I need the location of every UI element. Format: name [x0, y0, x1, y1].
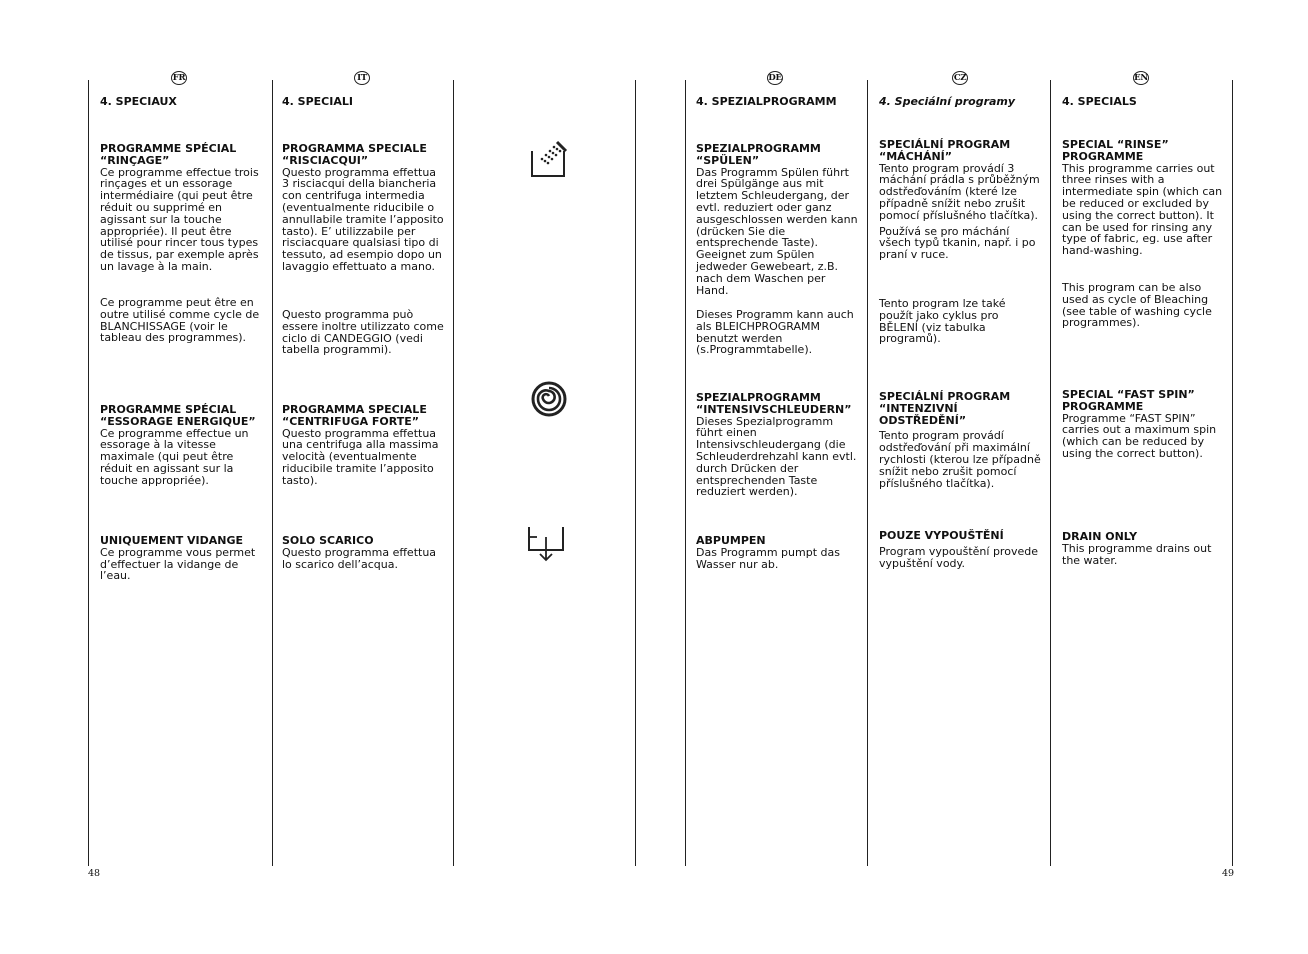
page-number-right: 49 [1222, 868, 1235, 879]
spin-title: SPECIÁLNÍ PROGRAM “INTENZIVNÍ ODSTŘEDĚNÍ” [879, 390, 1011, 427]
column-divider [867, 80, 868, 866]
drain-title: SOLO SCARICO [282, 534, 374, 547]
column-divider [1050, 80, 1051, 866]
drain-body: This programme drains out the water. [1062, 541, 1212, 567]
rinse-shower-icon [529, 139, 569, 179]
rinse-body: Ce programme effectue trois rinçages et un essorage intermédiaire (qui peut être réduit ou supprimé en agissant sur la touche appropriée). Il peut être utilisé pour rincer tous types de tissus, par exemple après un lavage à la main. [100, 165, 259, 273]
rinse-title: PROGRAMMA SPECIALE “RISCIACQUI” [282, 142, 427, 167]
rinse-title: SPEZIALPROGRAMM “SPÜLEN” [696, 142, 821, 167]
drain-title: POUZE VYPOUŠTĚNÍ [879, 529, 1004, 542]
spin-section [1062, 389, 1224, 460]
drain-section [1062, 531, 1224, 566]
drain-title: DRAIN ONLY [1062, 530, 1138, 543]
spin-body: Dieses Spezialprogramm führt einen Intensivschleudergang (die Schleuderdrehzahl kann evtl. durch Drücken der entsprechenden Taste reduziert werden). [696, 414, 857, 499]
section-header: 4. Speciální programy [879, 95, 1016, 108]
drain-body: Ce programme vous permet d’effectuer la vidange de l’eau. [100, 545, 256, 583]
section-header: 4. SPEZIALPROGRAMM [696, 95, 837, 108]
spin-spiral-icon [530, 380, 568, 418]
rinse-section [1062, 139, 1224, 257]
column-divider [635, 80, 636, 866]
column-divider [1232, 80, 1233, 866]
rinse-extra [100, 297, 262, 344]
rinse-section [100, 143, 262, 273]
spin-body: Questo programma effettua una centrifuga alla massima velocità (eventualmente riducibile tramite l’apposito tasto). [282, 426, 439, 487]
column-divider [88, 80, 89, 866]
spin-body: Tento program provádí odstřeďování při maximální rychlosti (kterou lze případně snížit nebo zrušit pomocí příslušného tlačítka). [879, 429, 1041, 490]
spin-section [879, 391, 1041, 489]
spin-title: SPECIAL “FAST SPIN” PROGRAMME [1062, 388, 1195, 413]
page-number-left: 48 [88, 868, 101, 879]
section-header: 4. SPECIALI [282, 95, 353, 108]
rinse-extra-text: This program can be also used as cycle of Bleaching (see table of washing cycle programmes). [1062, 281, 1212, 330]
rinse-title: SPECIAL “RINSE” PROGRAMME [1062, 138, 1169, 163]
spin-body: Programme “FAST SPIN” carries out a maximum spin (which can be reduced by using the correct button). [1062, 411, 1217, 460]
spin-section [282, 404, 444, 487]
drain-body: Das Programm pumpt das Wasser nur ab. [696, 545, 840, 571]
rinse-extra-text: Tento program lze také použít jako cyklus pro BĚLENÍ (viz tabulka programů). [879, 297, 1006, 346]
rinse-extra-text: Dieses Programm kann auch als BLEICHPROGRAMM benutzt werden (s.Programmtabelle). [696, 308, 854, 357]
drain-section [696, 535, 858, 570]
rinse-extra-text: Questo programma può essere inoltre utilizzato come ciclo di CANDEGGIO (vedi tabella programmi). [282, 308, 444, 357]
spin-title: PROGRAMMA SPECIALE “CENTRIFUGA FORTE” [282, 403, 427, 428]
rinse-title: PROGRAMME SPÉCIAL “RINÇAGE” [100, 142, 237, 167]
spin-title: SPEZIALPROGRAMM “INTENSIVSCHLEUDERN” [696, 391, 852, 416]
drain-title: UNIQUEMENT VIDANGE [100, 534, 244, 547]
rinse-extra-text: Ce programme peut être en outre utilisé comme cycle de BLANCHISSAGE (voir le tableau des programmes). [100, 296, 260, 345]
spin-section [696, 392, 858, 498]
spin-body: Ce programme effectue un essorage à la vitesse maximale (qui peut être réduit en agissant sur la touche appropriée). [100, 426, 249, 487]
language-badge-cz: CZ [953, 73, 967, 83]
rinse-body: Questo programma effettua 3 risciacqui della biancheria con centrifuga intermedia (eventualmente riducibile o annullabile tramite l’apposito tasto). E’ utilizzabile per risciacquare qualsiasi tipo di tessuto, ad esempio dopo un lavaggio effettuato a mano. [282, 165, 444, 273]
drain-body: Questo programma effettua lo scarico dell’acqua. [282, 545, 437, 571]
rinse-body: Tento program provádí 3 máchání prádla s průběžným odstřeďováním (které lze případně snížit nebo zrušit pomocí příslušného tlačítka). [879, 161, 1040, 222]
column-divider [272, 80, 273, 866]
section-header: 4. SPECIALS [1062, 95, 1137, 108]
rinse-title: SPECIÁLNÍ PROGRAM “MÁCHÁNÍ” [879, 138, 1011, 163]
drain-title: ABPUMPEN [696, 534, 766, 547]
drain-body: Program vypouštění provede vypuštění vody. [879, 544, 1038, 570]
language-badge-fr: FR [172, 73, 186, 83]
rinse-extra [282, 309, 444, 356]
language-badge-de: DE [768, 73, 782, 83]
rinse-section [696, 143, 858, 296]
drain-section [282, 535, 444, 570]
language-badge-it: IT [354, 71, 370, 85]
drain-section [100, 535, 262, 582]
column-divider [453, 80, 454, 866]
section-header: 4. SPECIAUX [100, 95, 177, 108]
drain-section [879, 530, 1041, 569]
drain-tub-icon [526, 524, 566, 564]
spin-section [100, 404, 262, 487]
rinse-extra [1062, 282, 1224, 329]
rinse-body-2: Používá se pro máchání všech typů tkanin, např. i po praní v ruce. [879, 224, 1036, 262]
column-divider [685, 80, 686, 866]
spin-title: PROGRAMME SPÉCIAL “ESSORAGE ENERGIQUE” [100, 403, 256, 428]
rinse-extra [696, 309, 858, 356]
rinse-body: This programme carries out three rinses with a intermediate spin (which can be reduced or excluded by using the correct button). It can be used for rinsing any type of fabric, eg. use after hand-washing. [1062, 161, 1223, 258]
rinse-section [879, 139, 1041, 261]
rinse-extra [879, 298, 1041, 345]
rinse-section [282, 143, 444, 273]
language-badge-en: EN [1134, 73, 1148, 83]
rinse-body: Das Programm Spülen führt drei Spülgänge aus mit letztem Schleudergang, der evtl. reduziert oder ganz ausgeschlossen werden kann (drücken Sie die entsprechende Taste). Geeignet zum Spülen jedweder Gewebeart, z.B. nach dem Waschen per Hand. [696, 165, 858, 297]
